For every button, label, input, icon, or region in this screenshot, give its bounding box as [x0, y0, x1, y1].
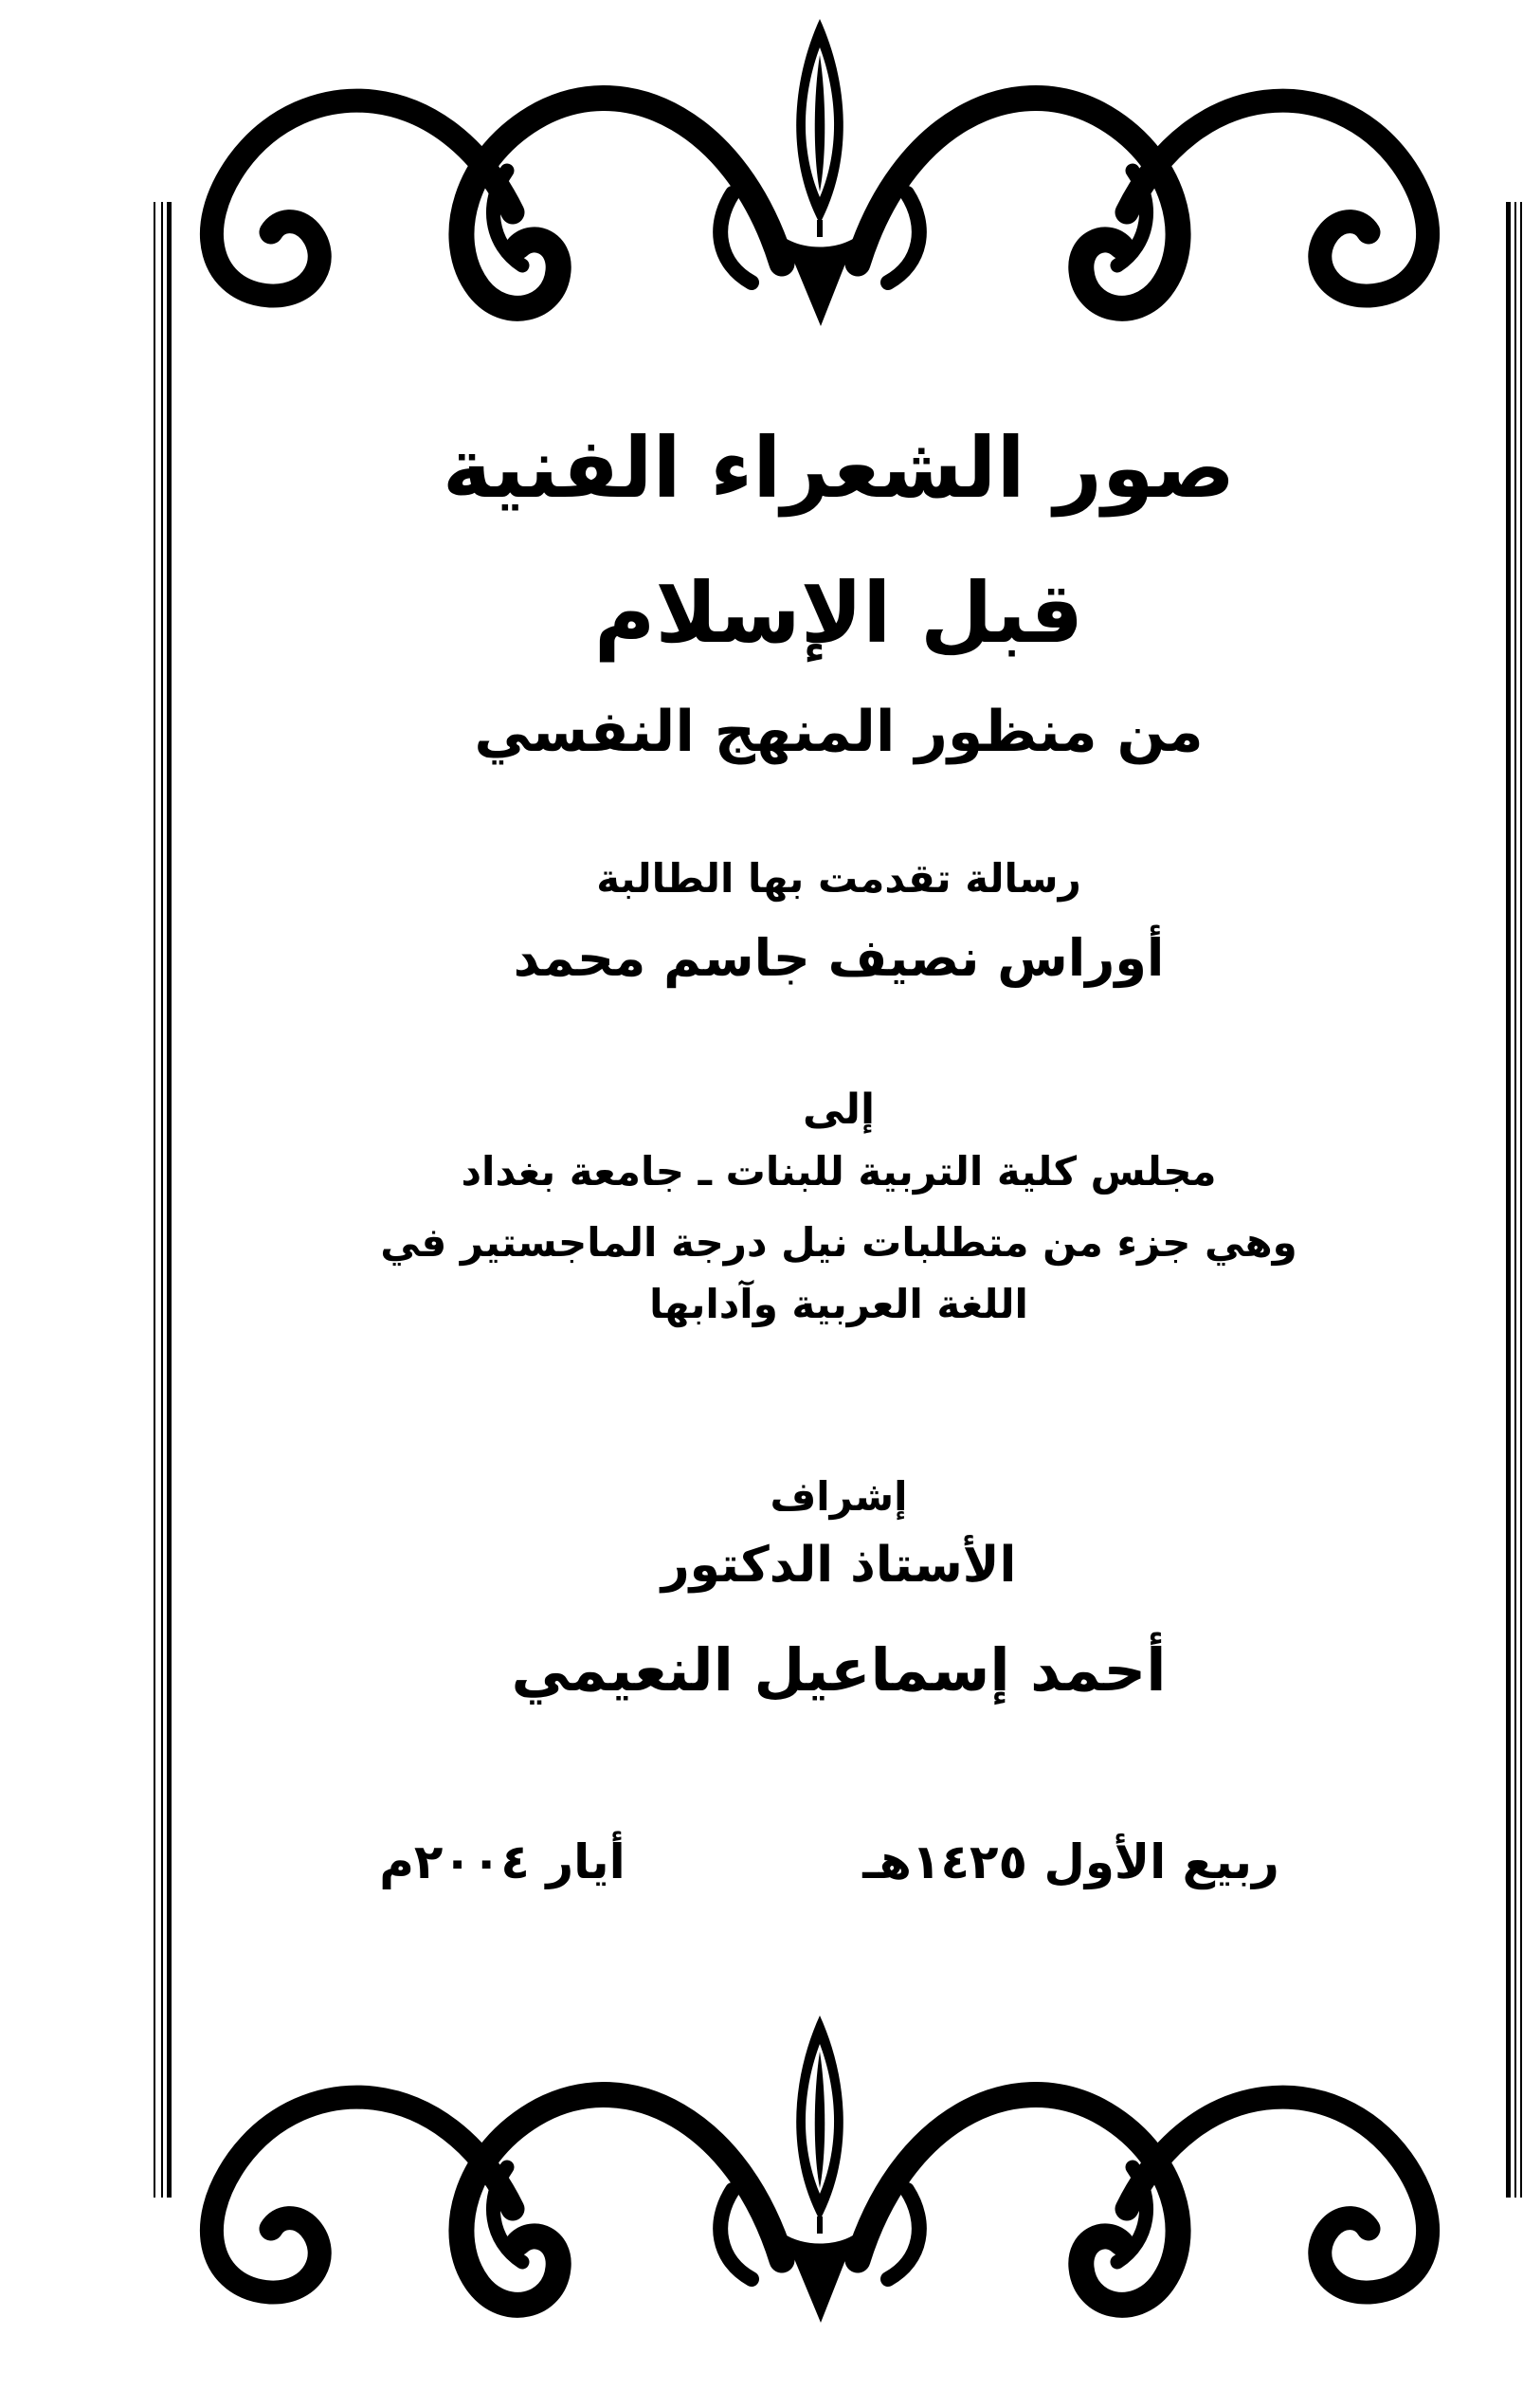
calligraphic-flourish-icon: [137, 2010, 1502, 2332]
thesis-subtitle: من منظور المنهج النفسي: [474, 699, 1204, 765]
supervision-label: إشراف: [770, 1473, 908, 1520]
degree-requirement-line-2: اللغة العربية وآدابها: [649, 1281, 1028, 1327]
degree-requirement-line-1: وهي جزء من متطلبات نيل درجة الماجستير في: [380, 1219, 1297, 1266]
thesis-title-line-1: صور الشعراء الفنية: [442, 419, 1236, 517]
thesis-title-line-2: قبل الإسلام: [593, 564, 1084, 662]
left-border-thin-line-middle: [161, 202, 163, 2198]
right-border-thin-line-outer: [1520, 202, 1522, 2198]
submission-intro-line: رسالة تقدمت بها الطالبة: [596, 855, 1081, 902]
supervisor-name: أحمد إسماعيل النعيمي: [511, 1635, 1167, 1705]
left-border-thin-line-outer: [154, 202, 155, 2198]
addressee-to-word: إلى: [802, 1085, 876, 1134]
supervisor-academic-title: الأستاذ الدكتور: [661, 1537, 1017, 1594]
right-border-thin-line-middle: [1514, 202, 1516, 2198]
gregorian-date: أيار ٢٠٠٤م: [379, 1834, 626, 1889]
calligraphic-flourish-icon: [137, 13, 1502, 336]
student-name: أوراس نصيف جاسم محمد: [513, 928, 1165, 988]
college-council-line: مجلس كلية التربية للبنات ـ جامعة بغداد: [461, 1148, 1217, 1195]
hijri-date: ربيع الأول ١٤٢٥هـ: [862, 1834, 1279, 1889]
